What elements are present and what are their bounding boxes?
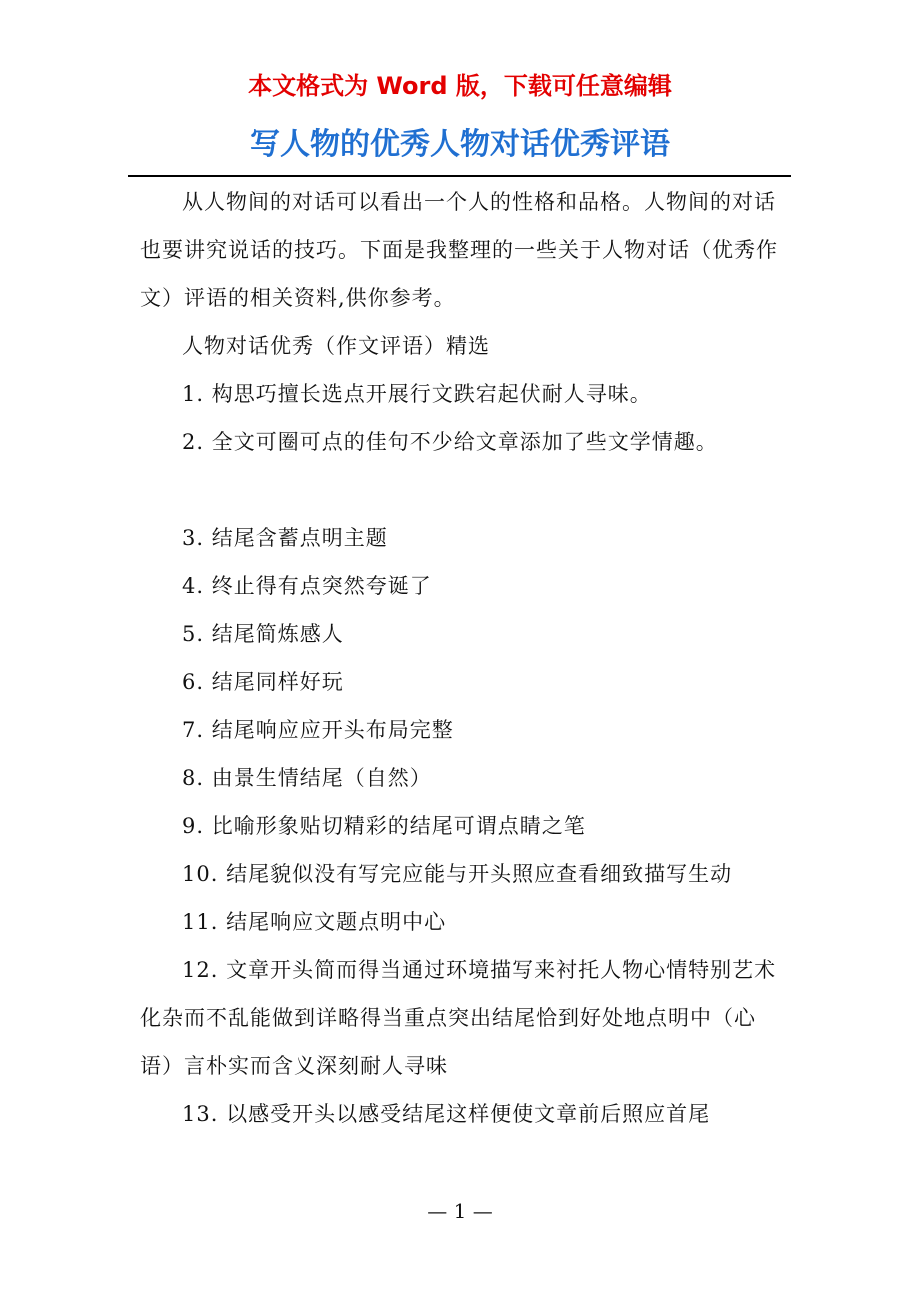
comment-item: 2. 全文可圈可点的佳句不少给文章添加了些文学情趣。 (182, 430, 718, 454)
page-number: — 1 — (427, 1199, 493, 1223)
comment-item: 11. 结尾响应文题点明中心 (182, 910, 447, 934)
intro-paragraph: 从人物间的对话可以看出一个人的性格和品格。人物间的对话也要讲究说话的技巧。下面是我整理的一些关于人物对话（优秀作文）评语的相关资料,供你参考。 (140, 190, 778, 310)
comment-item: 1. 构思巧擅长选点开展行文跌宕起伏耐人寻味。 (182, 382, 652, 406)
comment-item: 7. 结尾响应应开头布局完整 (182, 718, 454, 742)
comment-item: 4. 终止得有点突然夸诞了 (182, 574, 432, 598)
comment-item: 6. 结尾同样好玩 (182, 670, 344, 694)
comment-item: 13. 以感受开头以感受结尾这样便使文章前后照应首尾 (182, 1102, 711, 1126)
document-title: 写人物的优秀人物对话优秀评语 (250, 127, 670, 162)
comment-item: 5. 结尾简炼感人 (182, 622, 344, 646)
comment-item: 8. 由景生情结尾（自然） (182, 766, 432, 790)
comment-item: 10. 结尾貌似没有写完应能与开头照应查看细致描写生动 (182, 862, 733, 886)
document-body (140, 178, 785, 1138)
comment-item: 12. 文章开头简而得当通过环境描写来衬托人物心情特别艺术化杂而不乱能做到详略得当重点突出结尾恰到好处地点明中（心语）言朴实而含义深刻耐人寻味 (140, 958, 777, 1078)
format-notice-banner: 本文格式为 Word 版，下载可任意编辑 (248, 72, 672, 100)
section-heading: 人物对话优秀（作文评语）精选 (182, 334, 490, 358)
comment-item: 9. 比喻形象贴切精彩的结尾可谓点睛之笔 (182, 814, 586, 838)
comment-item: 3. 结尾含蓄点明主题 (182, 526, 388, 550)
title-divider (128, 175, 791, 177)
